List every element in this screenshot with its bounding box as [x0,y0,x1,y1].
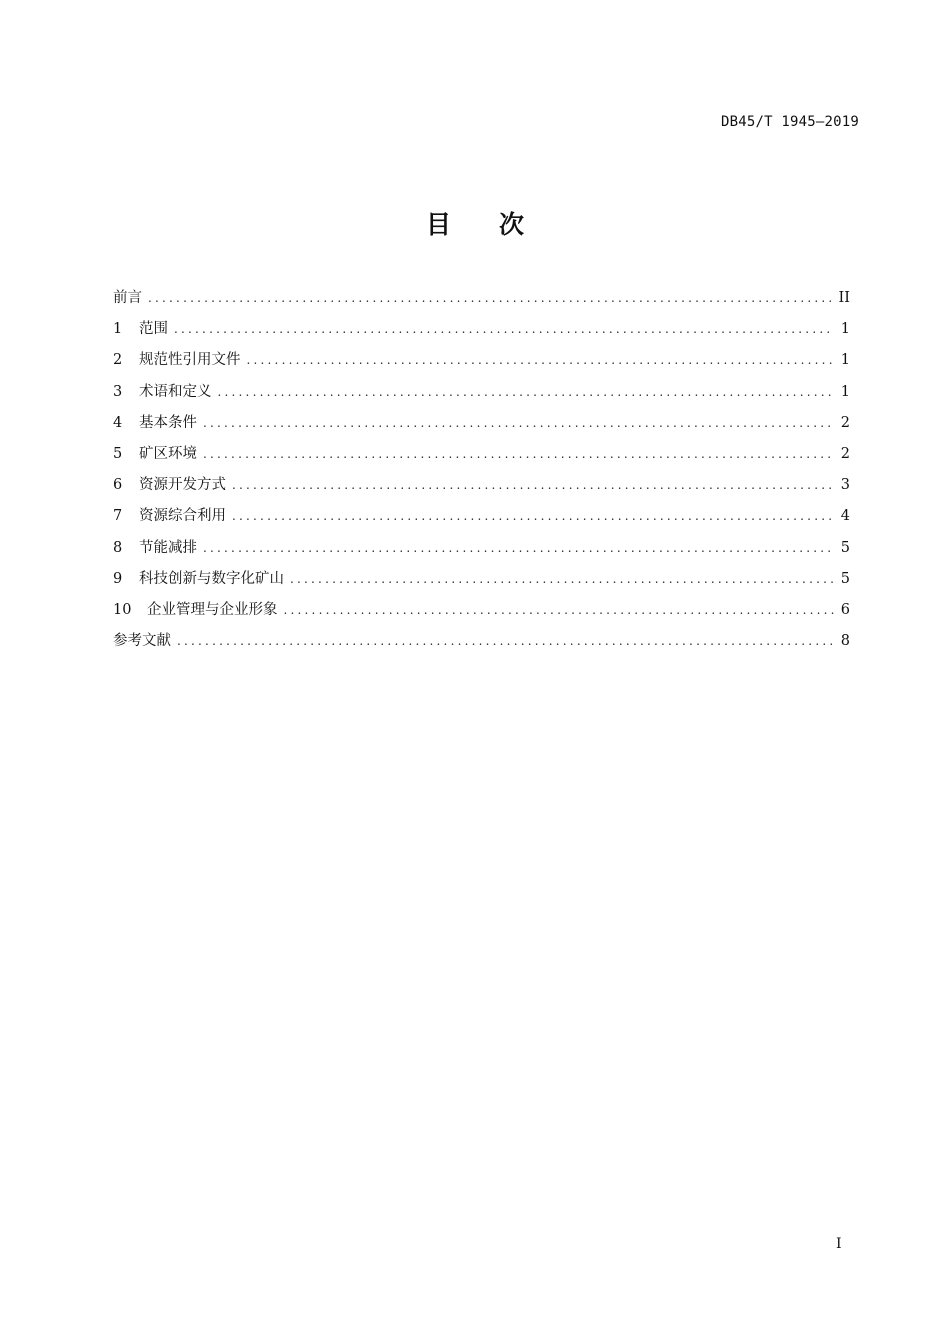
toc-entry-page: 6 [840,601,850,618]
toc-entry-number: 7 [113,508,123,525]
toc-entry-page: 1 [840,352,850,369]
toc-entry-innovation-digital-mine[interactable] [113,567,850,598]
toc-entry-number: 8 [113,539,123,556]
toc-entry-label: 科技创新与数字化矿山 [139,570,284,587]
toc-entry-label: 范围 [139,321,168,338]
toc-heading [0,205,950,241]
toc-entry-label: 术语和定义 [139,383,212,400]
toc-entry-page: II [838,290,850,306]
toc-leader-dots [232,478,834,492]
toc-entry-label: 节能减排 [139,539,197,556]
page-number: I [836,1236,842,1252]
toc-leader-dots [218,385,835,399]
toc-leader-dots [290,572,834,586]
toc-leader-dots [174,322,834,336]
toc-entry-page: 3 [840,477,850,494]
toc-entry-number: 5 [113,445,123,462]
toc-leader-dots [232,509,834,523]
toc-entry-normative-references[interactable] [113,348,850,379]
toc-entry-page: 1 [840,383,850,400]
toc-entry-label: 基本条件 [139,414,197,431]
toc-entry-page: 4 [840,508,850,525]
toc-entry-page: 1 [840,321,850,338]
toc-list [113,286,850,660]
toc-heading-char-1: 目 [425,210,451,239]
toc-entry-number: 9 [113,570,123,587]
toc-entry-page: 2 [840,445,850,462]
toc-entry-label: 资源综合利用 [139,508,226,525]
toc-entry-enterprise-management[interactable] [113,598,850,629]
toc-heading-char-2: 次 [499,210,525,239]
toc-entry-label: 规范性引用文件 [139,352,241,369]
toc-entry-mining-environment[interactable] [113,442,850,473]
toc-entry-number: 2 [113,352,123,369]
toc-entry-number: 10 [113,601,132,618]
toc-entry-label: 参考文献 [113,633,171,650]
toc-leader-dots [203,447,834,461]
toc-entry-number: 3 [113,383,123,400]
toc-entry-bibliography[interactable] [113,629,850,660]
toc-entry-page: 5 [840,570,850,587]
toc-entry-basic-conditions[interactable] [113,411,850,442]
document-code: DB45/T 1945—2019 [720,114,859,130]
toc-entry-number: 6 [113,477,123,494]
toc-entry-page: 5 [840,539,850,556]
toc-entry-label: 前言 [113,290,142,306]
toc-entry-label: 矿区环境 [139,445,197,462]
toc-entry-number: 1 [113,321,123,338]
toc-leader-dots [247,353,835,367]
toc-leader-dots [203,416,834,430]
toc-entry-resource-utilization[interactable] [113,504,850,535]
toc-entry-scope[interactable] [113,317,850,348]
toc-leader-dots [148,291,833,305]
toc-entry-label: 企业管理与企业形象 [147,601,278,618]
toc-leader-dots [284,603,835,617]
toc-entry-page: 8 [840,633,850,650]
toc-leader-dots [177,634,834,648]
toc-entry-number: 4 [113,414,123,431]
toc-entry-page: 2 [840,414,850,431]
toc-entry-label: 资源开发方式 [139,477,226,494]
toc-entry-foreword[interactable] [113,286,850,317]
toc-entry-energy-saving[interactable] [113,536,850,567]
toc-leader-dots [203,541,834,555]
toc-entry-development-methods[interactable] [113,473,850,504]
toc-entry-terms-definitions[interactable] [113,380,850,411]
